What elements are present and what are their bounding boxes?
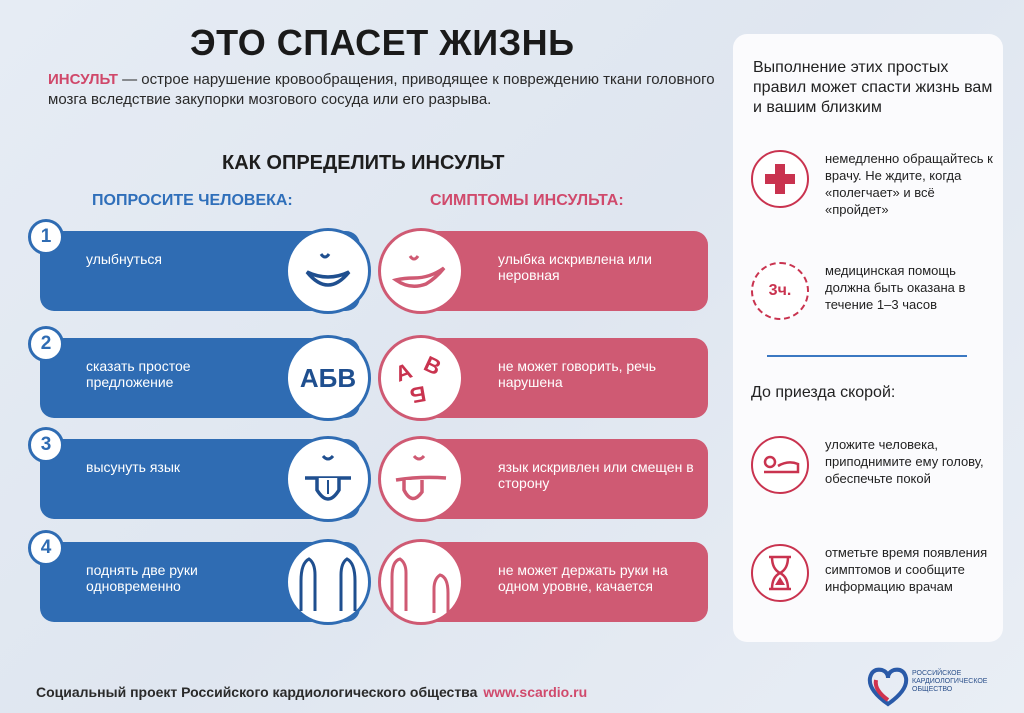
action-text: улыбнуться [86, 251, 162, 267]
advice-text: отметьте время появления симптомов и сообщите информацию врачам [825, 545, 988, 594]
advice-item-time-limit [751, 262, 996, 332]
page-title: ЭТО СПАСЕТ ЖИЗНЬ [190, 22, 575, 63]
test-row-arms [0, 536, 720, 628]
abv-label: АБВ [299, 362, 357, 393]
symptom-text: язык искривлен или смещен в сторону [498, 459, 694, 491]
before-ambulance-heading: До приезда скорой: [751, 384, 896, 401]
tongue-out-icon [285, 436, 371, 522]
step-number: 4 [28, 530, 64, 566]
advice-panel [733, 34, 1003, 642]
svg-text:А: А [391, 357, 416, 387]
uneven-arms-icon [378, 539, 464, 625]
action-text: поднять две руки одновременно [86, 562, 198, 594]
footer [36, 684, 587, 700]
ask-column-header: ПОПРОСИТЕ ЧЕЛОВЕКА: [92, 192, 293, 209]
stroke-definition: — острое нарушение кровообращения, приводящее к повреждению ткани головного мозга вследствие закупорки мозгового сосуда или его разрыва. [48, 71, 715, 108]
footer-link[interactable]: www.scardio.ru [483, 684, 588, 700]
symptom-text: улыбка искривлена или неровная [498, 251, 652, 283]
raised-arms-icon [285, 539, 371, 625]
lying-person-icon [751, 436, 809, 494]
step-number: 1 [28, 219, 64, 255]
crooked-smile-icon [378, 228, 464, 314]
abv-letters-icon [285, 335, 371, 421]
advice-title: Выполнение этих простых правил может спасти жизнь вам и вашим близким [753, 59, 993, 116]
advice-item-lay-down [751, 436, 996, 506]
stroke-keyword: ИНСУЛЬТ [48, 71, 118, 88]
svg-text:Б: Б [408, 380, 428, 409]
intro-paragraph [48, 70, 718, 110]
test-row-smile [0, 225, 720, 317]
action-text: высунуть язык [86, 459, 181, 475]
clock-label: 3ч. [768, 282, 792, 299]
crooked-tongue-icon [378, 436, 464, 522]
advice-item-see-doctor [751, 150, 996, 220]
medical-cross-icon [751, 150, 809, 208]
symptom-text: не может говорить, речь нарушена [498, 358, 657, 390]
clock-3h-icon [751, 262, 809, 320]
section-title: КАК ОПРЕДЕЛИТЬ ИНСУЛЬТ [222, 152, 505, 174]
hourglass-icon [751, 544, 809, 602]
smile-face-icon [285, 228, 371, 314]
logo-text: РОССИЙСКОЕ КАРДИОЛОГИЧЕСКОЕ ОБЩЕСТВО [912, 670, 988, 693]
scrambled-letters-icon [378, 335, 464, 421]
action-text: сказать простое предложение [86, 358, 191, 390]
advice-text: немедленно обращайтесь к врачу. Не ждите, когда «полегчает» и всё «пройдет» [825, 151, 993, 217]
svg-text:В: В [420, 350, 446, 381]
symptom-text: не может держать руки на одном уровне, качается [498, 562, 668, 594]
step-number: 3 [28, 427, 64, 463]
test-row-tongue [0, 433, 720, 525]
advice-text: медицинская помощь должна быть оказана в течение 1–3 часов [825, 263, 966, 312]
divider [767, 355, 967, 357]
test-row-speech [0, 332, 720, 424]
step-number: 2 [28, 326, 64, 362]
footer-text: Социальный проект Российского кардиологического общества [36, 684, 478, 700]
advice-text: уложите человека, приподнимите ему голову, обеспечьте покой [825, 437, 984, 486]
advice-item-note-time [751, 544, 996, 614]
symptoms-column-header: СИМПТОМЫ ИНСУЛЬТА: [430, 192, 624, 209]
